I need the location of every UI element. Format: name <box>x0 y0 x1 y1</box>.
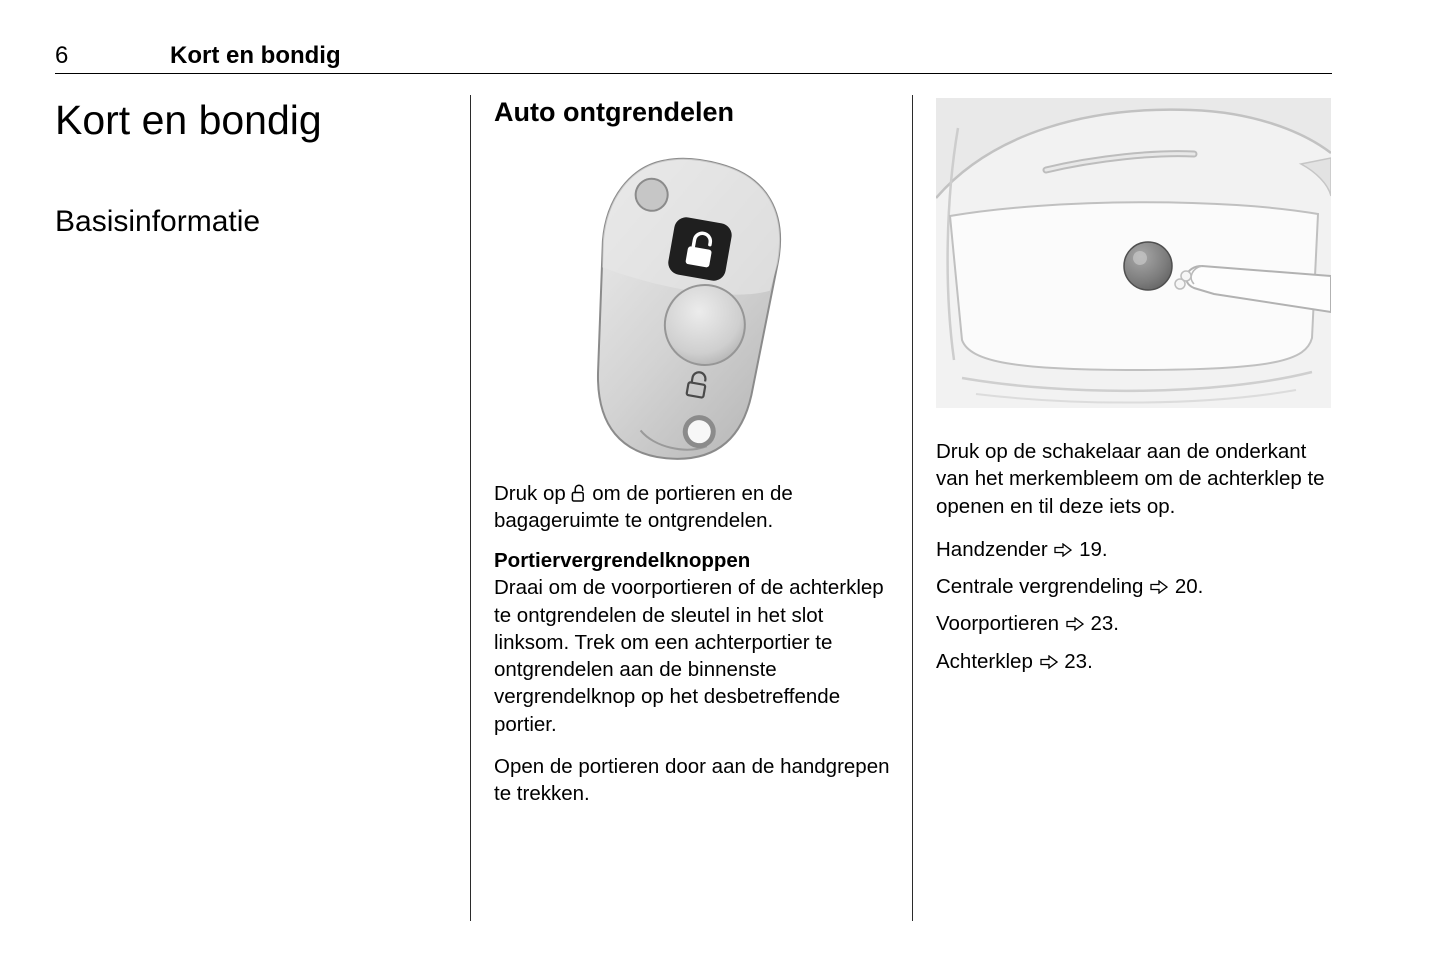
page-ref-arrow-icon <box>1054 543 1072 557</box>
page-reference <box>936 610 1331 637</box>
paragraph-text: om de portieren en de bagageruimte te ontgrendelen. <box>494 481 793 532</box>
unlock-icon <box>571 483 586 503</box>
tailgate-illustration <box>936 98 1331 408</box>
middle-column <box>494 98 896 807</box>
reference-page: 23. <box>1064 649 1093 673</box>
column-divider-right <box>912 95 913 921</box>
page-number: 6 <box>55 42 69 69</box>
right-column <box>936 98 1331 675</box>
page-ref-arrow-icon <box>1040 655 1058 669</box>
page-reference <box>936 648 1331 675</box>
paragraph-tailgate: Druk op de schakelaar aan de onderkant van het merkembleem om de achterklep te openen en til deze iets op. <box>936 440 1325 518</box>
chapter-title: Kort en bondig <box>55 97 322 143</box>
topic-heading: Auto ontgrendelen <box>494 97 734 127</box>
reference-label: Achterklep <box>936 649 1033 673</box>
running-header <box>55 42 1332 72</box>
sub-heading: Portiervergrendelknoppen <box>494 549 751 573</box>
reference-page: 20. <box>1174 575 1204 598</box>
page-reference <box>936 536 1331 563</box>
reference-label: Voorportieren <box>936 612 1060 636</box>
left-column <box>55 98 455 239</box>
reference-page: 19. <box>1079 537 1108 561</box>
header-rule <box>55 73 1332 74</box>
page-ref-arrow-icon <box>1066 617 1084 631</box>
paragraph-open-doors: Open de portieren door aan de handgrepen te trekken. <box>494 754 890 806</box>
paragraph-unlock <box>494 480 896 535</box>
reference-page: 23. <box>1090 612 1119 636</box>
reference-label: Handzender <box>936 537 1048 561</box>
page-ref-arrow-icon <box>1150 580 1168 594</box>
paragraph-door-locks: Draai om de voorportieren of de achterklep te ontgrendelen de sleutel in het slot linksom. Trek om een achterportier te ontgrendelen aan de binnenste vergrendelknop op het desbetreffende portier. <box>494 576 884 736</box>
section-title: Basisinformatie <box>55 205 261 239</box>
page-reference <box>936 573 1331 600</box>
column-divider-left <box>470 95 471 921</box>
key-fob-illustration <box>545 146 845 466</box>
running-header-title: Kort en bondig <box>170 42 341 69</box>
reference-label: Centrale vergrendeling <box>936 575 1144 598</box>
paragraph-text: Druk op <box>494 481 566 505</box>
